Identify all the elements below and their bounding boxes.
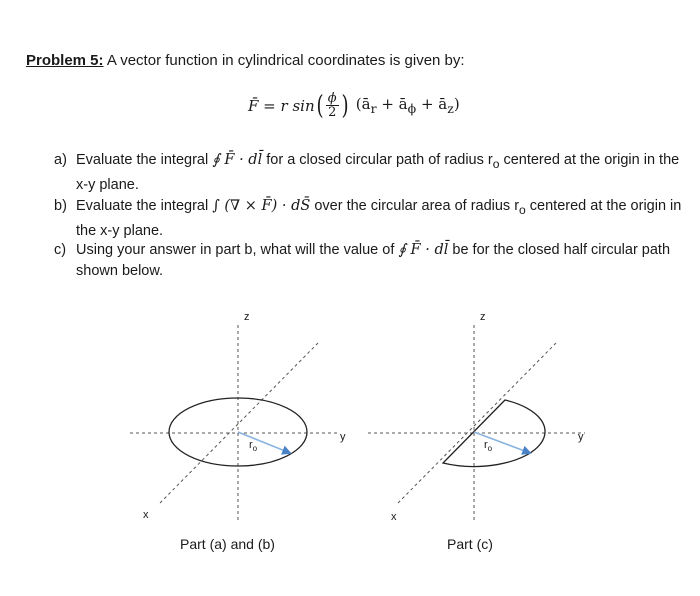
part-b-letter: b) [54,198,67,214]
left-figure [130,311,346,521]
left-caption: Part (a) and (b) [180,536,275,552]
right-figure [368,311,585,523]
left-y-label: y [340,431,346,443]
left-x-axis [160,343,318,503]
part-c-letter: c) [54,242,67,258]
eq-paren-open: ( [316,90,324,121]
right-caption: Part (c) [447,536,493,552]
part-b-text: Evaluate the integral ∫ (∇ × F̄) · dS̄ over the circular area of radius $r_o$ centered at the origin in the x-y plane. [76,198,682,239]
left-z-label: z [244,311,250,323]
eq-frac-den: 2 [328,105,337,120]
part-a-text: Evaluate the integral ∮ F̄ · dl̄ for a closed circular path of radius $r_o$ centered at the origin in the x-y plane. [76,152,680,193]
part-b-math: ∫ (∇ × F̄) · dS̄ [212,198,311,214]
left-x-label: x [143,509,149,521]
eq-frac-num: ϕ [327,91,337,106]
part-a-math: ∮ F̄ · dl̄ [212,152,263,168]
right-x-axis [398,343,556,503]
left-radius-label: $r_o$ [249,439,258,453]
right-radius-label: $r_o$ [484,439,493,453]
part-a-letter: a) [54,152,67,168]
right-y-label: y [578,431,584,443]
right-x-label: x [391,511,397,523]
right-z-label: z [480,311,486,323]
eq-lhs: F̄ = r sin [248,96,315,115]
part-c-text: Using your answer in part b, what will the value of ∮ F̄ · dl̄ be for the closed half circular path shown below. [76,242,671,279]
problem-label: Problem 5: [26,52,104,69]
eq-paren-close: ) [341,90,349,121]
part-c-math: ∮ F̄ · dl̄ [398,242,449,258]
left-radius-arrow [238,432,290,453]
eq-rhs: ($ā_r$ + $ā_\phi$ + $ā_z$) [355,95,460,116]
problem-intro: A vector function in cylindrical coordinates is given by: [106,52,465,69]
right-radius-arrow [474,432,530,453]
